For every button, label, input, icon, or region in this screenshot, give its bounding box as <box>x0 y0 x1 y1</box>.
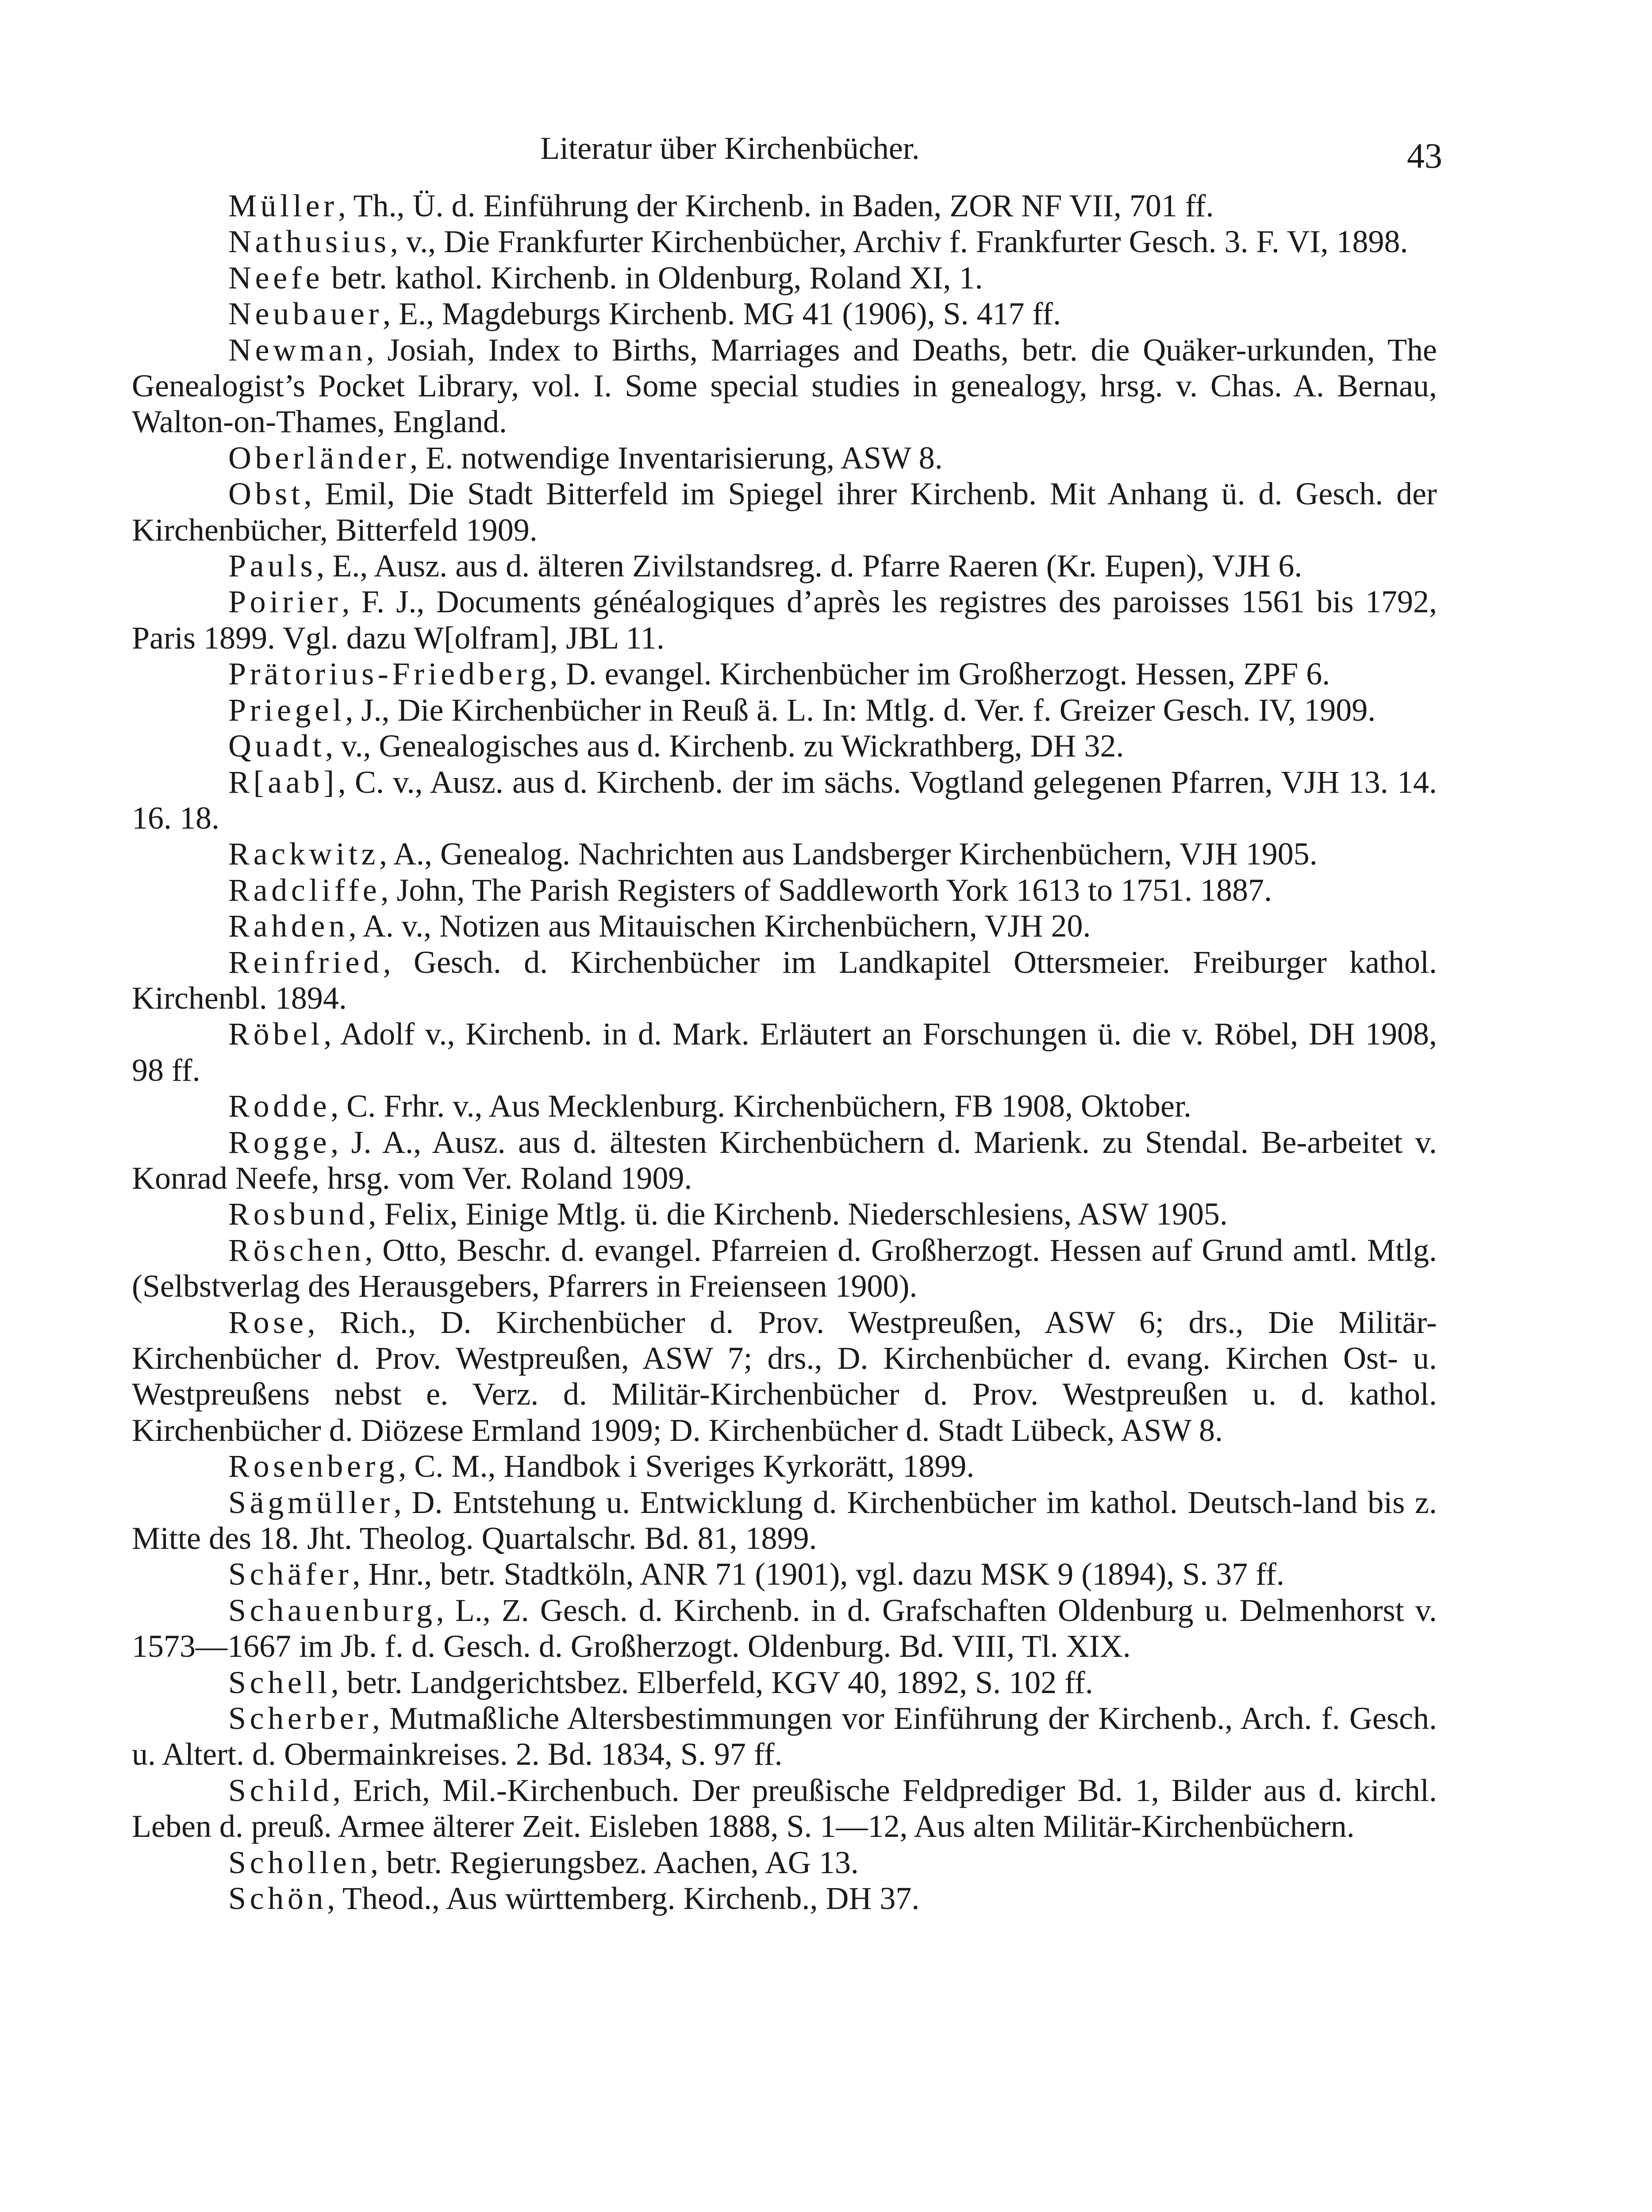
bibliography-entry <box>132 1845 1437 1881</box>
bibliography-entry <box>132 1773 1437 1845</box>
author-name: Röbel <box>228 1016 324 1052</box>
author-name: R[aab] <box>228 764 338 800</box>
entry-text: , Josiah, Index to Births, Marriages and Deaths, betr. die Quäker-urkunden, The Genealogist’s Pocket Library, vol. I. Some special studies in genealogy, hrsg. v. Chas. A. Bernau, Walton-on-Thames, England. <box>132 332 1437 440</box>
entry-text: , L., Z. Gesch. d. Kirchenb. in d. Grafschaften Oldenburg u. Delmenhorst v. 1573—1667 im Jb. f. d. Gesch. d. Großherzogt. Oldenburg. Bd. VIII, Tl. XIX. <box>132 1592 1437 1664</box>
author-name: Rackwitz <box>228 836 380 872</box>
author-name: Schäfer <box>228 1556 353 1592</box>
entry-text: , Adolf v., Kirchenb. in d. Mark. Erläutert an Forschungen ü. die v. Röbel, DH 1908, 98 ff. <box>132 1016 1437 1088</box>
bibliography-entry <box>132 872 1437 908</box>
entry-text: , Felix, Einige Mtlg. ü. die Kirchenb. Niederschlesiens, ASW 1905. <box>368 1196 1228 1232</box>
bibliography-entry <box>132 1448 1437 1484</box>
author-name: Müller <box>228 188 338 223</box>
author-name: Rose <box>228 1304 307 1340</box>
entry-text: , E., Ausz. aus d. älteren Zivilstandsreg. d. Pfarre Raeren (Kr. Eupen), VJH 6. <box>316 548 1302 584</box>
entry-text: , Gesch. d. Kirchenbücher im Landkapitel Ottersmeier. Freiburger kathol. Kirchenbl. 1894. <box>132 944 1437 1016</box>
page-number: 43 <box>1407 137 1442 176</box>
bibliography-entry <box>132 1233 1437 1305</box>
author-name: Schollen <box>228 1844 371 1880</box>
author-name: Reinfried <box>228 944 383 980</box>
entry-text: , C. Frhr. v., Aus Mecklenburg. Kirchenbüchern, FB 1908, Oktober. <box>330 1088 1191 1124</box>
author-name: Schell <box>228 1664 331 1700</box>
entry-text: , Emil, Die Stadt Bitterfeld im Spiegel ihrer Kirchenb. Mit Anhang ü. d. Gesch. der Kirchenbücher, Bitterfeld 1909. <box>132 476 1437 548</box>
author-name: Obst <box>228 476 304 512</box>
bibliography-entry <box>132 1485 1437 1557</box>
header-title: Literatur über Kirchenbücher. <box>540 131 920 166</box>
entry-text: , v., Genealogisches aus d. Kirchenb. zu Wickrathberg, DH 32. <box>325 728 1124 764</box>
entry-text: , A., Genealog. Nachrichten aus Landsberger Kirchenbüchern, VJH 1905. <box>379 836 1318 872</box>
author-name: Radcliffe <box>228 872 381 908</box>
bibliography-entry <box>132 224 1437 260</box>
entry-text: , v., Die Frankfurter Kirchenbücher, Archiv f. Frankfurter Gesch. 3. F. VI, 1898. <box>390 224 1408 260</box>
entry-text: , C. v., Ausz. aus d. Kirchenb. der im sächs. Vogtland gelegenen Pfarren, VJH 13. 14. 16. 18. <box>132 764 1437 836</box>
author-name: Schauenburg <box>228 1592 436 1628</box>
author-name: Sägmüller <box>228 1484 394 1520</box>
bibliography-entry <box>132 728 1437 764</box>
bibliography-entry <box>132 1556 1437 1592</box>
entry-text: , C. M., Handbok i Sveriges Kyrkorätt, 1899. <box>398 1448 975 1484</box>
author-name: Pauls <box>228 548 317 584</box>
bibliography-entry <box>132 1196 1437 1232</box>
bibliography-entry <box>132 908 1437 944</box>
entry-text: , E. notwendige Inventarisierung, ASW 8. <box>410 440 943 476</box>
author-name: Rogge <box>228 1124 331 1160</box>
entry-text: betr. kathol. Kirchenb. in Oldenburg, Roland XI, 1. <box>323 260 983 296</box>
entry-text: , Hnr., betr. Stadtköln, ANR 71 (1901), vgl. dazu MSK 9 (1894), S. 37 ff. <box>352 1556 1284 1592</box>
entry-text: , Otto, Beschr. d. evangel. Pfarreien d. Großherzogt. Hessen auf Grund amtl. Mtlg. (Selbstverlag des Herausgebers, Pfarrers in Freienseen 1900). <box>132 1232 1437 1304</box>
bibliography-entry <box>132 260 1437 296</box>
running-header <box>150 119 1442 181</box>
entry-text: , John, The Parish Registers of Saddleworth York 1613 to 1751. 1887. <box>380 872 1272 908</box>
entry-text: , betr. Regierungsbez. Aachen, AG 13. <box>370 1844 859 1880</box>
author-name: Rosenberg <box>228 1448 399 1484</box>
bibliography-entry <box>132 476 1437 548</box>
author-name: Neubauer <box>228 296 383 332</box>
bibliography-entry <box>132 1305 1437 1449</box>
bibliography-list <box>132 188 1437 1917</box>
bibliography-entry <box>132 1701 1437 1773</box>
bibliography-entry <box>132 188 1437 224</box>
entry-text: , Theod., Aus württemberg. Kirchenb., DH 37. <box>327 1881 920 1916</box>
author-name: Rahden <box>228 908 349 944</box>
entry-text: , Rich., D. Kirchenbücher d. Prov. Westpreußen, ASW 6; drs., Die Militär-Kirchenbücher d. Prov. Westpreußen, ASW 7; drs., D. Kirchenbücher d. evang. Kirchen Ost- u. Westpreußens nebst e. Verz. d. Militär-Kirchenbücher d. Prov. Westpreußen u. d. kathol. Kirchenbücher d. Diözese Ermland 1909; D. Kirchenbücher d. Stadt Lübeck, ASW 8. <box>132 1304 1437 1448</box>
bibliography-entry <box>132 440 1437 476</box>
author-name: Neefe <box>228 260 324 296</box>
bibliography-entry <box>132 1881 1437 1916</box>
author-name: Röschen <box>228 1232 365 1268</box>
bibliography-entry <box>132 1665 1437 1701</box>
author-name: Priegel <box>228 692 346 728</box>
entry-text: , E., Magdeburgs Kirchenb. MG 41 (1906), S. 417 ff. <box>382 296 1061 332</box>
author-name: Oberländer <box>228 440 410 476</box>
author-name: Nathusius <box>228 224 390 260</box>
entry-text: , Th., Ü. d. Einführung der Kirchenb. in Baden, ZOR NF VII, 701 ff. <box>338 188 1214 223</box>
author-name: Quadt <box>228 728 326 764</box>
bibliography-entry <box>132 945 1437 1017</box>
entry-text: , J. A., Ausz. aus d. ältesten Kirchenbüchern d. Marienk. zu Stendal. Be-arbeitet v. Konrad Neefe, hrsg. vom Ver. Roland 1909. <box>132 1124 1437 1196</box>
author-name: Poirier <box>228 584 342 620</box>
bibliography-entry <box>132 1125 1437 1197</box>
author-name: Schön <box>228 1881 327 1916</box>
entry-text: , F. J., Documents généalogiques d’après les registres des paroisses 1561 bis 1792, Paris 1899. Vgl. dazu W[olfram], JBL 11. <box>132 584 1437 656</box>
entry-text: , Erich, Mil.-Kirchenbuch. Der preußische Feldprediger Bd. 1, Bilder aus d. kirchl. Leben d. preuß. Armee älterer Zeit. Eisleben 1888, S. 1—12, Aus alten Militär-Kirchenbüchern. <box>132 1772 1437 1844</box>
bibliography-entry <box>132 1016 1437 1088</box>
entry-text: , Mutmaßliche Altersbestimmungen vor Einführung der Kirchenb., Arch. f. Gesch. u. Altert. d. Obermainkreises. 2. Bd. 1834, S. 97 ff. <box>132 1701 1437 1772</box>
author-name: Newman <box>228 332 366 368</box>
entry-text: , D. Entstehung u. Entwicklung d. Kirchenbücher im kathol. Deutsch-land bis z. Mitte des 18. Jht. Theolog. Quartalschr. Bd. 81, 1899. <box>132 1484 1437 1556</box>
bibliography-entry <box>132 1593 1437 1665</box>
author-name: Scherber <box>228 1701 372 1736</box>
entry-text: , A. v., Notizen aus Mitauischen Kirchenbüchern, VJH 20. <box>348 908 1091 944</box>
entry-text: , D. evangel. Kirchenbücher im Großherzogt. Hessen, ZPF 6. <box>549 656 1330 692</box>
author-name: Rodde <box>228 1088 331 1124</box>
bibliography-entry <box>132 1088 1437 1124</box>
bibliography-entry <box>132 548 1437 584</box>
bibliography-entry <box>132 764 1437 837</box>
author-name: Rosbund <box>228 1196 369 1232</box>
bibliography-entry <box>132 584 1437 656</box>
author-name: Prätorius-Friedberg <box>228 656 550 692</box>
bibliography-entry <box>132 332 1437 440</box>
entry-text: , J., Die Kirchenbücher in Reuß ä. L. In: Mtlg. d. Ver. f. Greizer Gesch. IV, 1909. <box>345 692 1376 728</box>
entry-text: , betr. Landgerichtsbez. Elberfeld, KGV 40, 1892, S. 102 ff. <box>330 1664 1093 1700</box>
author-name: Schild <box>228 1772 333 1808</box>
bibliography-entry <box>132 836 1437 872</box>
bibliography-entry <box>132 656 1437 692</box>
bibliography-entry <box>132 692 1437 728</box>
bibliography-entry <box>132 296 1437 332</box>
